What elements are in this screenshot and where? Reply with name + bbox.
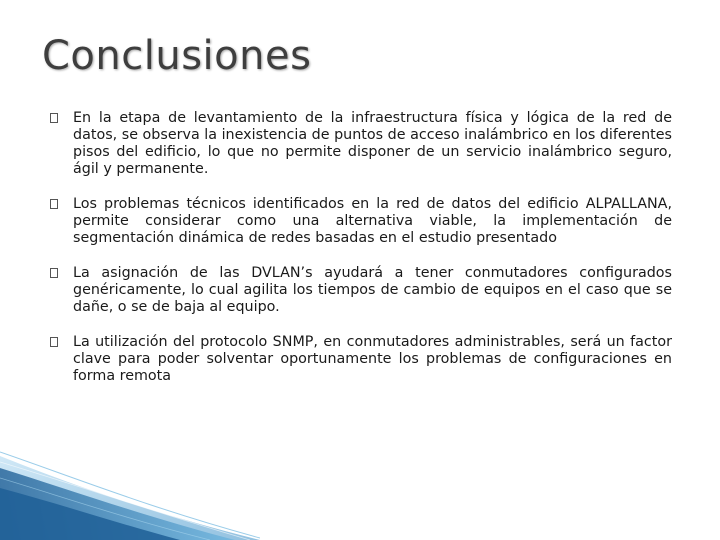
square-bullet-icon xyxy=(50,268,58,278)
slide-title: Conclusiones xyxy=(42,33,312,79)
square-bullet-icon xyxy=(50,337,58,347)
square-bullet-icon xyxy=(50,199,58,209)
bullet-item-1 xyxy=(50,110,672,178)
bullet-text-4: La utilización del protocolo SNMP, en conmutadores administrables, será un factor clave para poder solventar oportunamente los problemas de configuraciones en forma remota xyxy=(73,334,672,384)
corner-decoration xyxy=(0,440,260,540)
bullet-list xyxy=(50,110,672,403)
bullet-text-1: En la etapa de levantamiento de la infraestructura física y lógica de la red de datos, se observa la inexistencia de puntos de acceso inalámbrico en los diferentes pisos del edificio, lo que no permite disponer de un servicio inalámbrico seguro, ágil y permanente. xyxy=(73,110,672,177)
bullet-item-2 xyxy=(50,196,672,247)
bullet-text-3: La asignación de las DVLAN’s ayudará a tener conmutadores configurados genéricamente, lo cual agilita los tiempos de cambio de equipos en el caso que se dañe, o se de baja al equipo. xyxy=(73,265,672,315)
square-bullet-icon xyxy=(50,113,58,123)
bullet-item-3 xyxy=(50,265,672,316)
bullet-item-4 xyxy=(50,334,672,385)
bullet-text-2: Los problemas técnicos identificados en la red de datos del edificio ALPALLANA, permite considerar como una alternativa viable, la implementación de segmentación dinámica de redes basadas en el estudio presentado xyxy=(73,196,672,246)
